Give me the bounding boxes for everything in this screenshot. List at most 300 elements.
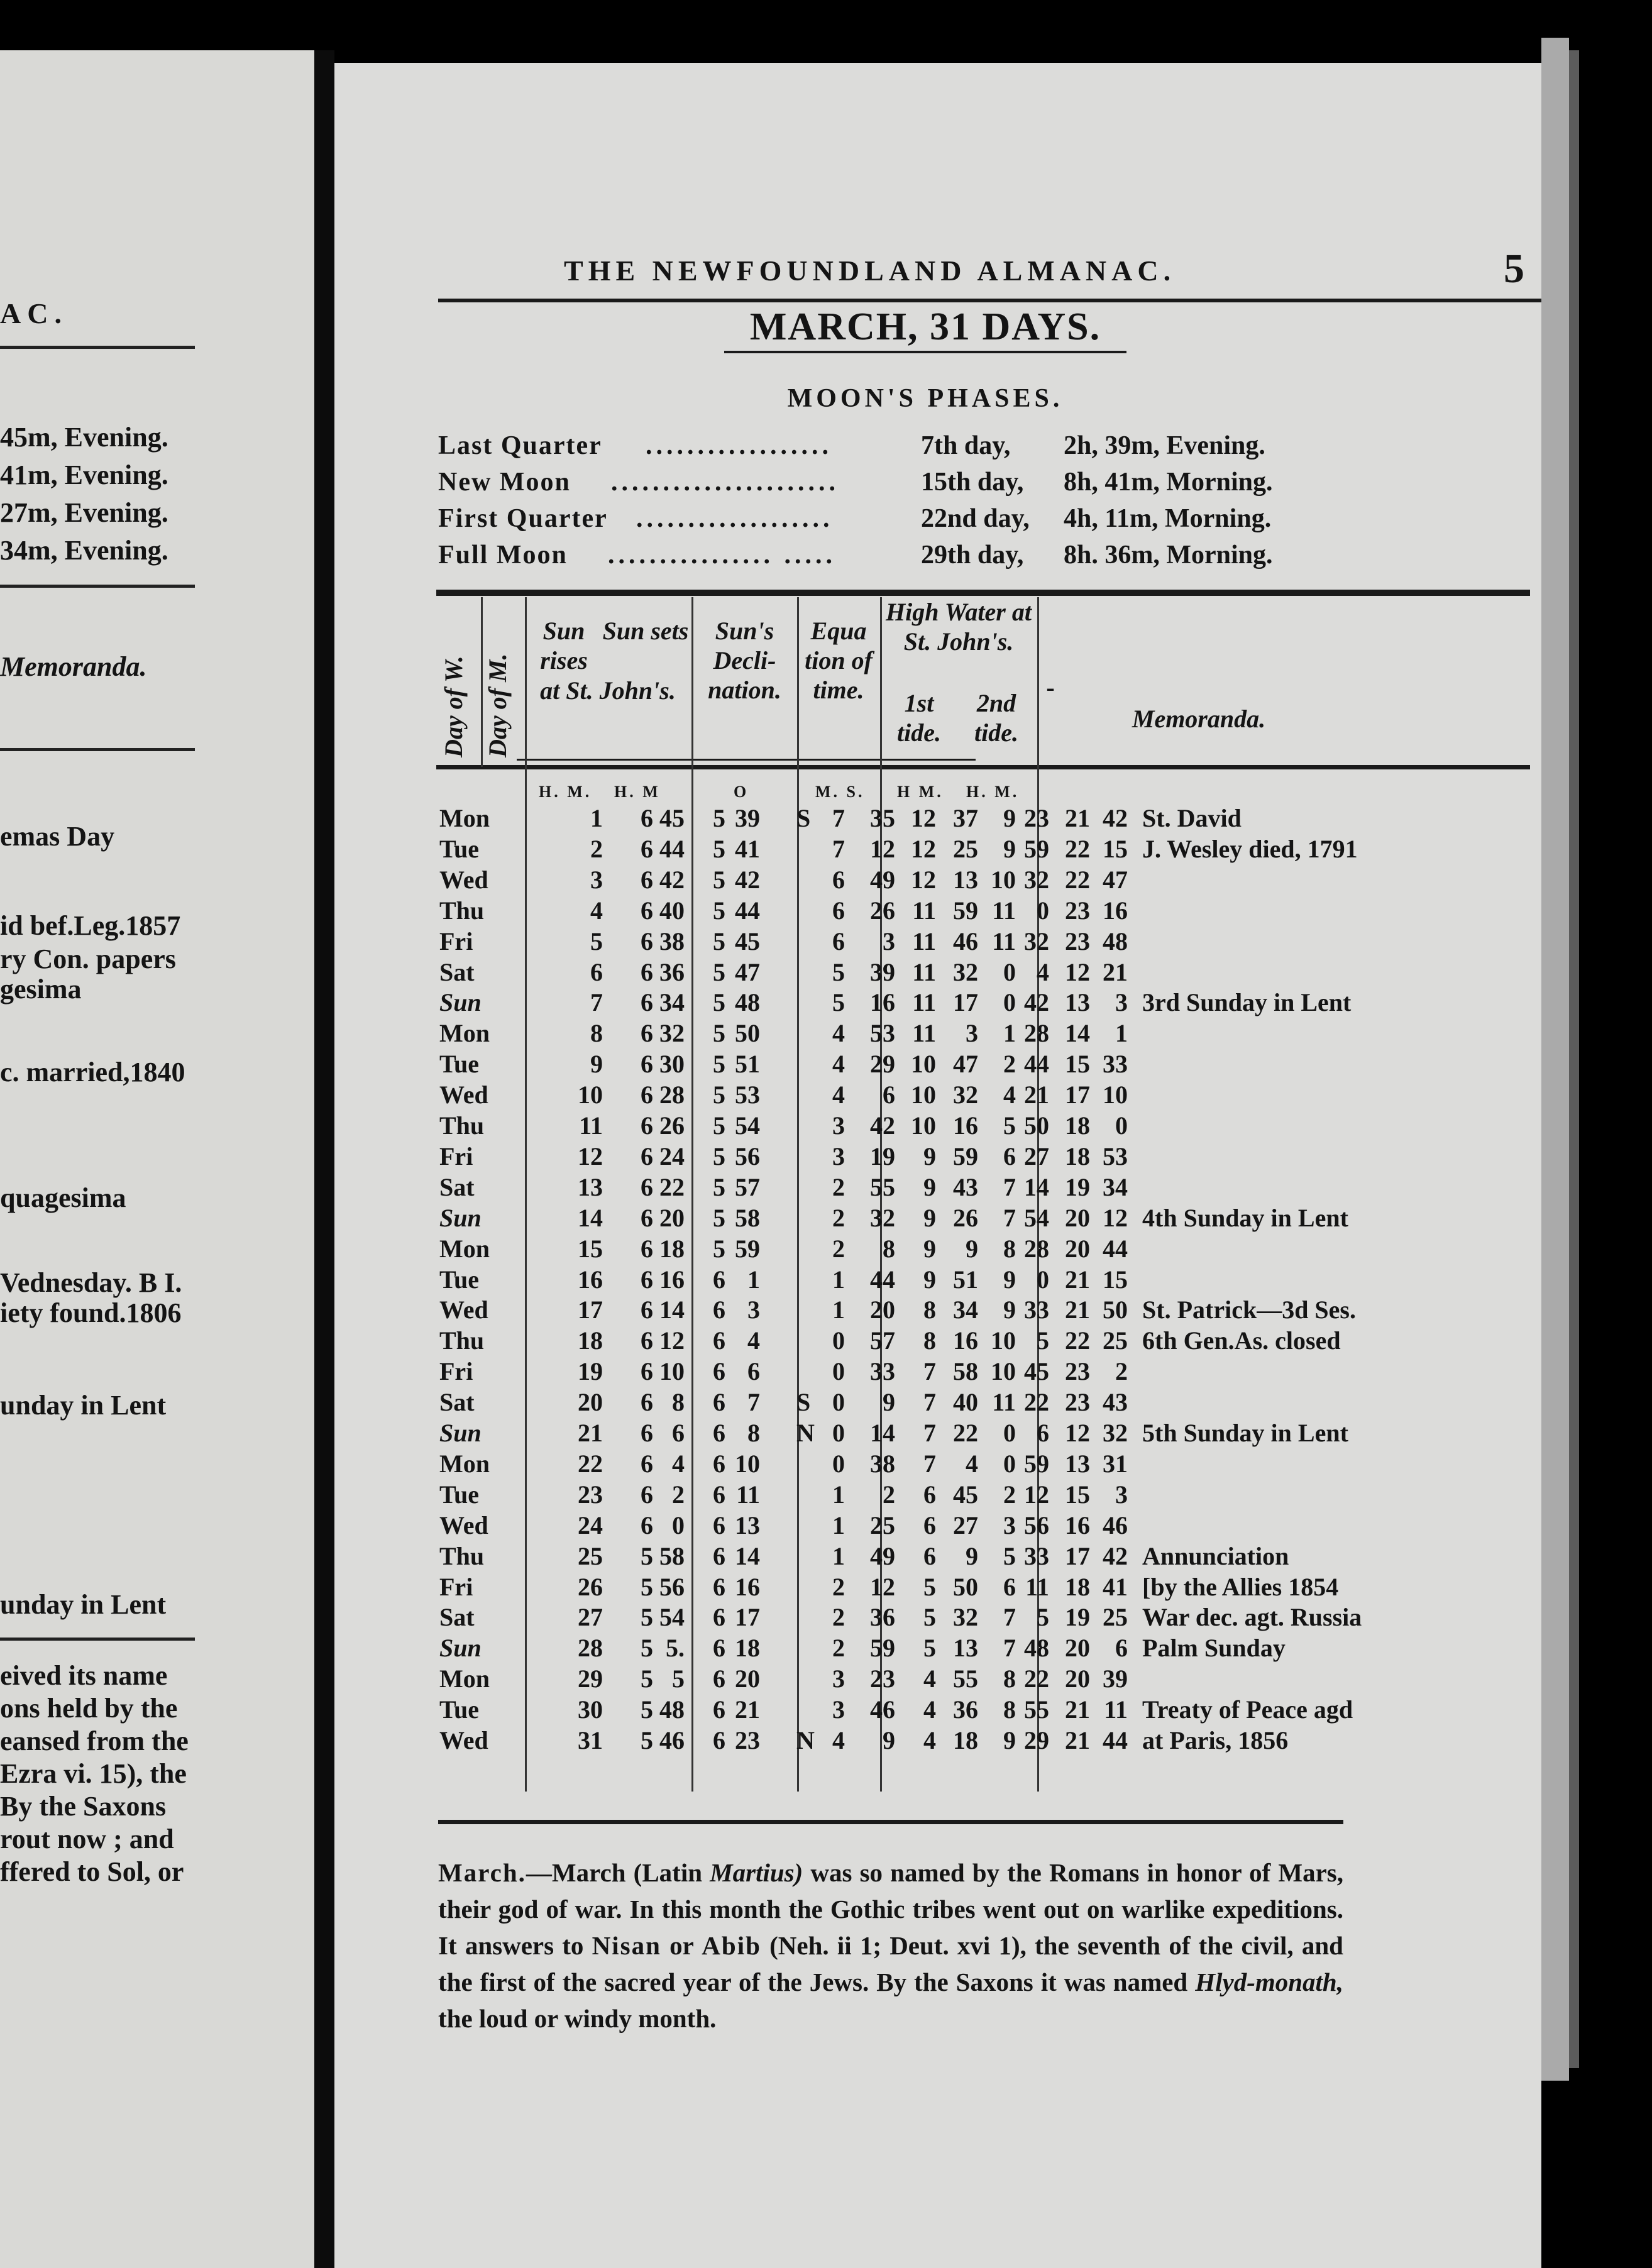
unit-label: H. M. <box>539 783 592 801</box>
tide1-hour: 9 <box>1003 804 1016 832</box>
equation-minutes: 12 <box>911 834 936 863</box>
sunset-minute: 10 <box>735 1449 760 1478</box>
phase-row <box>438 540 1343 576</box>
equation-minutes: 9 <box>923 1234 936 1263</box>
table-row <box>436 1018 1530 1049</box>
tide1-minute: 5 <box>1037 1326 1049 1355</box>
equation-minutes: 4 <box>923 1665 936 1693</box>
day-of-month: 3 <box>590 865 603 894</box>
declination-direction: N <box>796 1726 815 1754</box>
day-of-month: 4 <box>590 896 603 925</box>
day-of-week: Sat <box>439 957 475 986</box>
equation-minutes: 11 <box>912 896 936 925</box>
tide2-minute: 46 <box>1103 1511 1128 1539</box>
sunset-hour: 6 <box>713 1541 725 1570</box>
declination-degrees: 4 <box>832 1050 845 1079</box>
sunrise-hour: 5 <box>641 1726 653 1754</box>
sunrise-minute: 58 <box>659 1541 685 1570</box>
tide2-hour: 19 <box>1065 1603 1090 1632</box>
tide1-hour: 10 <box>991 865 1016 894</box>
unit-label: H. M <box>614 783 661 801</box>
table-row <box>436 1602 1530 1632</box>
phase-name: Full Moon <box>438 541 568 570</box>
day-of-month: 31 <box>578 1726 603 1754</box>
sunrise-hour: 6 <box>641 1388 653 1417</box>
tide2-minute: 47 <box>1103 865 1128 894</box>
equation-seconds: 26 <box>953 1203 978 1232</box>
equation-seconds: 59 <box>953 896 978 925</box>
sunrise-hour: 6 <box>641 865 653 894</box>
declination-minutes: 8 <box>883 1234 895 1263</box>
day-of-month: 15 <box>578 1234 603 1263</box>
note-italic: Martius) <box>710 1858 803 1887</box>
tide2-hour: 21 <box>1065 1695 1090 1724</box>
note-text: was so named by the Romans in honor of Mars, their god of war. In this month the Gothic tribes went out on warlike expeditions. It answers to <box>438 1858 1343 1960</box>
sunrise-minute: 18 <box>659 1234 685 1263</box>
tide1-hour: 7 <box>1003 1603 1016 1632</box>
table-row <box>436 1172 1530 1203</box>
sunset-minute: 54 <box>735 1111 760 1140</box>
day-of-month: 30 <box>578 1695 603 1724</box>
equation-seconds: 43 <box>953 1172 978 1201</box>
facing-table-rule <box>0 1638 195 1641</box>
tide1-minute: 45 <box>1024 1357 1049 1386</box>
sunset-minute: 41 <box>735 834 760 863</box>
tide2-minute: 31 <box>1103 1449 1128 1478</box>
sunrise-minute: 2 <box>672 1480 685 1509</box>
table-row <box>436 896 1530 926</box>
day-of-week: Mon <box>439 1449 490 1478</box>
sunset-minute: 16 <box>735 1572 760 1601</box>
leader-dots: ...................... <box>611 468 839 497</box>
equation-minutes: 6 <box>923 1541 936 1570</box>
sunset-minute: 50 <box>735 1019 760 1048</box>
sunrise-hour: 6 <box>641 1142 653 1170</box>
tide2-hour: 23 <box>1065 927 1090 955</box>
equation-seconds: 18 <box>953 1726 978 1754</box>
declination-degrees: 3 <box>832 1695 845 1724</box>
sunrise-minute: 12 <box>659 1326 685 1355</box>
equation-minutes: 5 <box>923 1634 936 1663</box>
declination-degrees: 7 <box>832 834 845 863</box>
equation-minutes: 10 <box>911 1111 936 1140</box>
header-day-of-week: Day of W. <box>439 656 468 757</box>
tide1-minute: 4 <box>1037 957 1049 986</box>
phase-day: 22nd day, <box>921 504 1030 533</box>
tide1-minute: 11 <box>1025 1572 1049 1601</box>
declination-degrees: 5 <box>832 988 845 1017</box>
tide2-minute: 11 <box>1104 1695 1128 1724</box>
day-of-month: 25 <box>578 1541 603 1570</box>
tide1-minute: 28 <box>1024 1019 1049 1048</box>
equation-minutes: 10 <box>911 1050 936 1079</box>
equation-seconds: 16 <box>953 1111 978 1140</box>
tide2-minute: 25 <box>1103 1326 1128 1355</box>
day-of-month: 18 <box>578 1326 603 1355</box>
tide1-hour: 0 <box>1003 957 1016 986</box>
declination-degrees: 3 <box>832 1665 845 1693</box>
sunrise-minute: 32 <box>659 1019 685 1048</box>
sunset-minute: 18 <box>735 1634 760 1663</box>
tide2-hour: 13 <box>1065 988 1090 1017</box>
tide2-hour: 15 <box>1065 1050 1090 1079</box>
sunrise-hour: 6 <box>641 1081 653 1109</box>
day-of-month: 7 <box>590 988 603 1017</box>
sunset-hour: 5 <box>713 865 725 894</box>
declination-degrees: 3 <box>832 1142 845 1170</box>
sunset-minute: 4 <box>747 1326 760 1355</box>
sunset-minute: 14 <box>735 1541 760 1570</box>
sunrise-minute: 48 <box>659 1695 685 1724</box>
tide2-minute: 21 <box>1103 957 1128 986</box>
running-head <box>564 245 1541 295</box>
equation-seconds: 51 <box>953 1265 978 1294</box>
facing-line: c. married,1840 <box>0 1057 185 1087</box>
day-of-week: Fri <box>439 1142 473 1170</box>
sunset-minute: 13 <box>735 1511 760 1539</box>
tide1-minute: 42 <box>1024 988 1049 1017</box>
sunrise-minute: 0 <box>672 1511 685 1539</box>
facing-line: eansed from the <box>0 1726 189 1756</box>
phase-name: First Quarter <box>438 504 608 533</box>
tide2-minute: 0 <box>1115 1111 1128 1140</box>
sunset-minute: 45 <box>735 927 760 955</box>
month-title: MARCH, 31 DAYS. <box>749 306 1101 348</box>
declination-minutes: 6 <box>883 1081 895 1109</box>
sunrise-hour: 6 <box>641 1203 653 1232</box>
day-of-week: Mon <box>439 1234 490 1263</box>
unit-label: H M. <box>897 783 944 801</box>
sunset-hour: 5 <box>713 1172 725 1201</box>
tide2-minute: 44 <box>1103 1726 1128 1754</box>
equation-seconds: 25 <box>953 834 978 863</box>
declination-minutes: 44 <box>870 1265 895 1294</box>
unit-label: O <box>734 783 749 801</box>
sunset-hour: 6 <box>713 1634 725 1663</box>
header-sun-rises: Sun rises <box>540 617 588 674</box>
sunrise-hour: 5 <box>641 1665 653 1693</box>
tide2-hour: 19 <box>1065 1172 1090 1201</box>
facing-header-rule <box>0 346 195 349</box>
tide2-minute: 48 <box>1103 927 1128 955</box>
day-of-week: Wed <box>439 1726 488 1754</box>
sunrise-hour: 6 <box>641 1050 653 1079</box>
day-of-month: 26 <box>578 1572 603 1601</box>
facing-line: iety found.1806 <box>0 1297 182 1328</box>
declination-direction: S <box>796 1388 811 1417</box>
tide2-hour: 22 <box>1065 865 1090 894</box>
tide1-minute: 23 <box>1024 804 1049 832</box>
equation-seconds: 55 <box>953 1665 978 1693</box>
tide2-minute: 44 <box>1103 1234 1128 1263</box>
sunset-minute: 39 <box>735 804 760 832</box>
equation-minutes: 7 <box>923 1388 936 1417</box>
tide2-hour: 22 <box>1065 834 1090 863</box>
sunset-minute: 20 <box>735 1665 760 1693</box>
sunrise-hour: 5 <box>641 1695 653 1724</box>
sunset-minute: 23 <box>735 1726 760 1754</box>
tide1-minute: 28 <box>1024 1234 1049 1263</box>
table-row <box>436 803 1530 834</box>
equation-minutes: 8 <box>923 1296 936 1324</box>
sunrise-minute: 8 <box>672 1388 685 1417</box>
declination-direction: N <box>796 1419 815 1447</box>
sunset-hour: 6 <box>713 1326 725 1355</box>
equation-seconds: 46 <box>953 927 978 955</box>
memorandum: at Paris, 1856 <box>1142 1726 1289 1754</box>
declination-minutes: 55 <box>870 1172 895 1201</box>
table-row <box>436 1387 1530 1418</box>
tide1-minute: 33 <box>1024 1296 1049 1324</box>
table-row <box>436 1664 1530 1694</box>
tide1-hour: 10 <box>991 1357 1016 1386</box>
equation-seconds: 13 <box>953 1634 978 1663</box>
declination-degrees: 4 <box>832 1081 845 1109</box>
tide1-minute: 22 <box>1024 1665 1049 1693</box>
table-row <box>436 988 1530 1018</box>
tide1-hour: 11 <box>992 927 1016 955</box>
table-row <box>436 865 1530 895</box>
equation-minutes: 5 <box>923 1572 936 1601</box>
day-of-month: 29 <box>578 1665 603 1693</box>
declination-minutes: 2 <box>883 1480 895 1509</box>
sunrise-minute: 26 <box>659 1111 685 1140</box>
tide2-minute: 15 <box>1103 834 1128 863</box>
table-row <box>436 1418 1530 1448</box>
tide1-minute: 59 <box>1024 1449 1049 1478</box>
sunset-minute: 59 <box>735 1234 760 1263</box>
day-of-week: Fri <box>439 1357 473 1386</box>
tide2-minute: 41 <box>1103 1572 1128 1601</box>
table-row <box>436 1541 1530 1572</box>
header-memoranda: Memoranda. <box>1132 705 1266 733</box>
declination-minutes: 9 <box>883 1388 895 1417</box>
day-of-month: 9 <box>590 1050 603 1079</box>
tide2-hour: 20 <box>1065 1634 1090 1663</box>
declination-minutes: 49 <box>870 1541 895 1570</box>
equation-minutes: 11 <box>912 988 936 1017</box>
table-row <box>436 1572 1530 1602</box>
tide2-minute: 34 <box>1103 1172 1128 1201</box>
declination-degrees: 2 <box>832 1234 845 1263</box>
phase-day: 29th day, <box>921 541 1024 570</box>
tide1-minute: 22 <box>1024 1388 1049 1417</box>
sunset-minute: 58 <box>735 1203 760 1232</box>
facing-table-rule <box>0 748 195 751</box>
day-of-week: Fri <box>439 927 473 955</box>
sunrise-hour: 6 <box>641 1357 653 1386</box>
sunrise-hour: 6 <box>641 1265 653 1294</box>
tide2-hour: 17 <box>1065 1081 1090 1109</box>
facing-page-header: AC. <box>0 297 68 329</box>
day-of-month: 16 <box>578 1265 603 1294</box>
declination-minutes: 42 <box>870 1111 895 1140</box>
note-smallcaps: Nisan <box>592 1931 661 1960</box>
tide1-hour: 3 <box>1003 1511 1016 1539</box>
facing-line: emas Day <box>0 821 115 852</box>
equation-minutes: 8 <box>923 1326 936 1355</box>
day-of-month: 24 <box>578 1511 603 1539</box>
declination-minutes: 35 <box>870 804 895 832</box>
declination-minutes: 14 <box>870 1419 895 1447</box>
day-of-month: 27 <box>578 1603 603 1632</box>
table-row <box>436 1633 1530 1663</box>
declination-degrees: 2 <box>832 1172 845 1201</box>
declination-degrees: 0 <box>832 1419 845 1447</box>
tide2-minute: 39 <box>1103 1665 1128 1693</box>
table-row <box>436 1265 1530 1295</box>
memorandum: St. Patrick—3d Ses. <box>1142 1296 1356 1324</box>
sunrise-hour: 6 <box>641 1019 653 1048</box>
sunset-hour: 5 <box>713 896 725 925</box>
sunset-hour: 5 <box>713 1111 725 1140</box>
sunrise-hour: 6 <box>641 1172 653 1201</box>
sunset-minute: 7 <box>747 1388 760 1417</box>
almanac-page <box>334 63 1541 2268</box>
day-of-week: Sun <box>439 988 482 1017</box>
declination-minutes: 26 <box>870 896 895 925</box>
tide1-hour: 9 <box>1003 1296 1016 1324</box>
day-of-month: 13 <box>578 1172 603 1201</box>
declination-degrees: 2 <box>832 1572 845 1601</box>
sunset-hour: 5 <box>713 804 725 832</box>
header-rule <box>438 299 1541 302</box>
sunset-minute: 44 <box>735 896 760 925</box>
tide2-minute: 16 <box>1103 896 1128 925</box>
memorandum: St. David <box>1142 804 1242 832</box>
facing-page <box>0 50 314 2268</box>
sunrise-minute: 40 <box>659 896 685 925</box>
sunset-hour: 6 <box>713 1695 725 1724</box>
equation-seconds: 32 <box>953 1603 978 1632</box>
day-of-week: Thu <box>439 1111 485 1140</box>
sunset-hour: 5 <box>713 1203 725 1232</box>
tide2-hour: 14 <box>1065 1019 1090 1048</box>
tide1-minute: 33 <box>1024 1541 1049 1570</box>
sunrise-hour: 5 <box>641 1634 653 1663</box>
sunset-minute: 53 <box>735 1081 760 1109</box>
day-of-week: Tue <box>439 834 480 863</box>
equation-seconds: 36 <box>953 1695 978 1724</box>
day-of-month: 1 <box>590 804 603 832</box>
table-row <box>436 1449 1530 1479</box>
day-of-week: Sat <box>439 1388 475 1417</box>
facing-line: ffered to Sol, or <box>0 1856 184 1887</box>
day-of-month: 17 <box>578 1296 603 1324</box>
tide2-hour: 21 <box>1065 1296 1090 1324</box>
tide1-hour: 0 <box>1003 1419 1016 1447</box>
tide1-minute: 0 <box>1037 1265 1049 1294</box>
equation-minutes: 6 <box>923 1480 936 1509</box>
declination-degrees: 1 <box>832 1265 845 1294</box>
declination-minutes: 9 <box>883 1726 895 1754</box>
tide1-minute: 56 <box>1024 1511 1049 1539</box>
tide2-hour: 20 <box>1065 1665 1090 1693</box>
sunrise-hour: 5 <box>641 1603 653 1632</box>
equation-seconds: 32 <box>953 957 978 986</box>
tide1-minute: 27 <box>1024 1142 1049 1170</box>
facing-line: Memoranda. <box>0 651 147 682</box>
facing-line: gesima <box>0 974 82 1005</box>
declination-degrees: 0 <box>832 1388 845 1417</box>
day-of-week: Tue <box>439 1480 480 1509</box>
sunset-minute: 6 <box>747 1357 760 1386</box>
tide1-hour: 0 <box>1003 1449 1016 1478</box>
day-of-week: Mon <box>439 804 490 832</box>
day-of-week: Fri <box>439 1572 473 1601</box>
tide1-minute: 55 <box>1024 1695 1049 1724</box>
table-row <box>436 1234 1530 1264</box>
sunrise-hour: 6 <box>641 834 653 863</box>
tide1-hour: 2 <box>1003 1050 1016 1079</box>
tide1-minute: 21 <box>1024 1081 1049 1109</box>
table-row <box>436 1357 1530 1387</box>
sunset-hour: 6 <box>713 1419 725 1447</box>
day-of-week: Wed <box>439 1296 488 1324</box>
tide2-minute: 50 <box>1103 1296 1128 1324</box>
equation-seconds: 59 <box>953 1142 978 1170</box>
table-row <box>436 834 1530 864</box>
day-of-month: 6 <box>590 957 603 986</box>
equation-minutes: 11 <box>912 927 936 955</box>
phase-row <box>438 504 1343 540</box>
sunrise-hour: 6 <box>641 1480 653 1509</box>
sunrise-minute: 20 <box>659 1203 685 1232</box>
declination-minutes: 57 <box>870 1326 895 1355</box>
sunset-hour: 5 <box>713 1142 725 1170</box>
sunset-minute: 51 <box>735 1050 760 1079</box>
day-of-month: 2 <box>590 834 603 863</box>
facing-table-rule <box>0 585 195 588</box>
equation-seconds: 4 <box>966 1449 978 1478</box>
equation-seconds: 34 <box>953 1296 978 1324</box>
day-of-week: Wed <box>439 1511 488 1539</box>
declination-direction: S <box>796 804 811 832</box>
table-top-rule <box>436 590 1530 596</box>
leader-dots: ................ ..... <box>608 541 836 570</box>
sunset-hour: 5 <box>713 988 725 1017</box>
title-rule <box>724 351 1126 353</box>
table-row <box>436 1203 1530 1233</box>
declination-degrees: 1 <box>832 1480 845 1509</box>
sunrise-minute: 45 <box>659 804 685 832</box>
declination-minutes: 38 <box>870 1449 895 1478</box>
sunset-hour: 6 <box>713 1603 725 1632</box>
equation-seconds: 47 <box>953 1050 978 1079</box>
declination-degrees: 2 <box>832 1203 845 1232</box>
day-of-week: Sat <box>439 1172 475 1201</box>
equation-seconds: 40 <box>953 1388 978 1417</box>
equation-minutes: 6 <box>923 1511 936 1539</box>
facing-line: ry Con. papers <box>0 944 176 974</box>
memorandum: Annunciation <box>1142 1541 1289 1570</box>
sunrise-minute: 22 <box>659 1172 685 1201</box>
phase-time: 8h, 41m, Morning. <box>1064 468 1273 497</box>
phase-name: Last Quarter <box>438 431 602 460</box>
tide2-hour: 20 <box>1065 1234 1090 1263</box>
declination-minutes: 39 <box>870 957 895 986</box>
tide2-minute: 12 <box>1103 1203 1128 1232</box>
facing-line: 27m, Evening. <box>0 497 168 528</box>
day-of-month: 28 <box>578 1634 603 1663</box>
sunrise-hour: 6 <box>641 957 653 986</box>
tide1-minute: 5 <box>1037 1603 1049 1632</box>
declination-minutes: 16 <box>870 988 895 1017</box>
table-row <box>436 1480 1530 1510</box>
phase-row <box>438 467 1343 504</box>
sunrise-minute: 38 <box>659 927 685 955</box>
equation-minutes: 11 <box>912 1019 936 1048</box>
